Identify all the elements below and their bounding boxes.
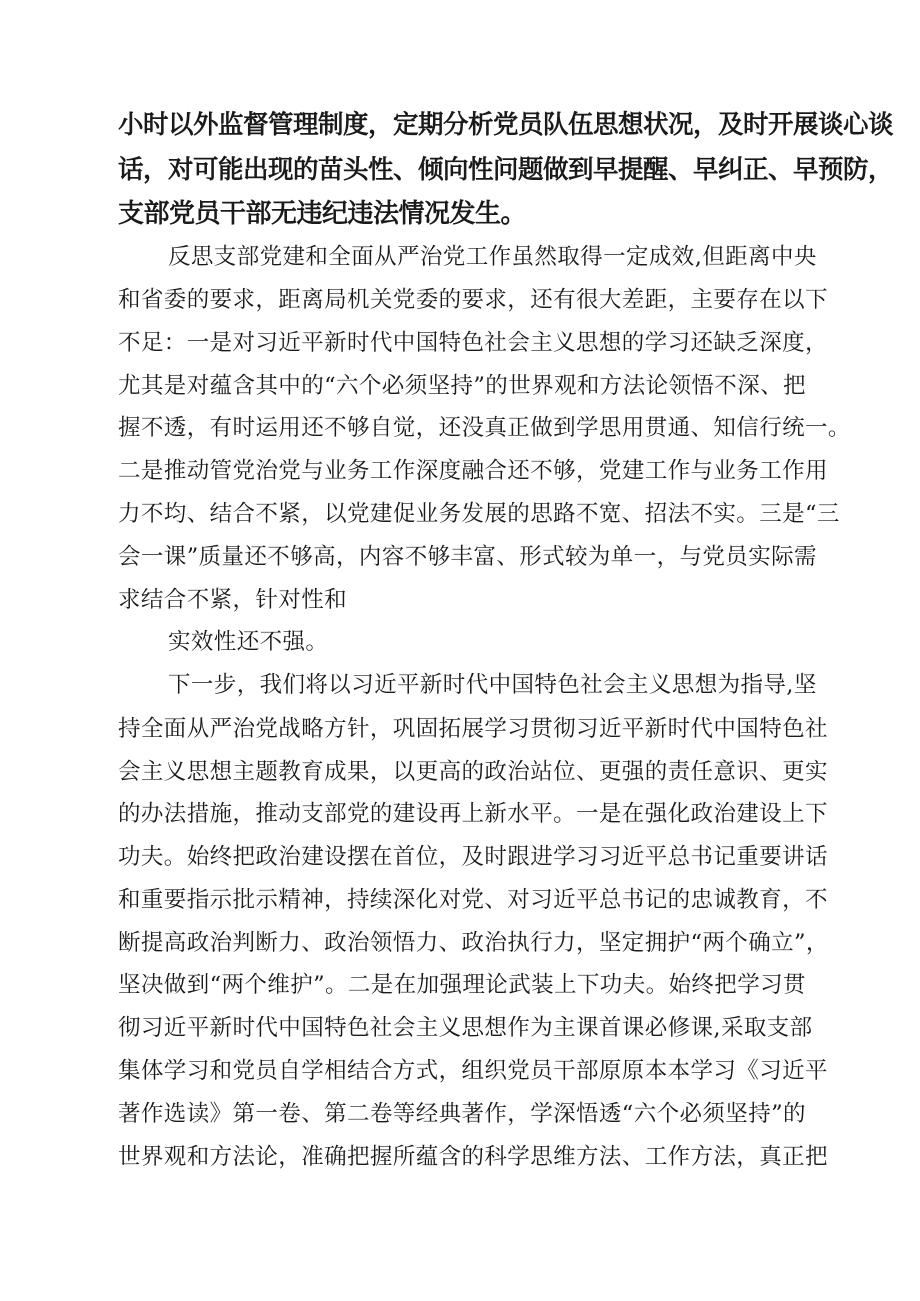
paragraph-3-line-11: 著作选读》第一卷、第二卷等经典著作，学深悟透“六个必须坚持”的 [118, 1101, 806, 1127]
bold-paragraph-line-2: 话，对可能出现的苗头性、倾向性问题做到早提醒、早纠正、早预防， [118, 155, 894, 185]
paragraph-3-line-8: 坚决做到“两个维护”。二是在加强理论武装上下功夫。始终把学习贯 [118, 972, 806, 998]
paragraph-3-line-2: 持全面从严治党战略方针，巩固拓展学习贯彻习近平新时代中国特色社 [118, 716, 828, 742]
paragraph-3-line-7: 断提高政治判断力、政治领悟力、政治执行力，坚定拥护“两个确立”， [118, 930, 829, 956]
bold-paragraph-line-1: 小时以外监督管理制度，定期分析党员队伍思想状况，及时开展谈心谈 [118, 110, 894, 140]
paragraph-2-line-2: 和省委的要求，距离局机关党委的要求，还有很大差距，主要存在以下 [118, 287, 828, 313]
paragraph-3-line-9: 彻习近平新时代中国特色社会主义思想作为主课首课必修课,采取支部 [118, 1015, 813, 1041]
paragraph-2-line-9: 求结合不紧，针对性和 [118, 587, 348, 613]
paragraph-2-line-1: 反思支部党建和全面从严治党工作虽然取得一定成效,但距离中央 [168, 244, 817, 270]
paragraph-3-line-10: 集体学习和党员自学相结合方式，组织党员干部原原本本学习《习近平 [118, 1058, 828, 1084]
paragraph-2-line-5: 握不透，有时运用还不够自觉，还没真正做到学思用贯通、知信行统一。 [118, 415, 851, 441]
paragraph-3-line-3: 会主义思想主题教育成果，以更高的政治站位、更强的责任意识、更实 [118, 759, 828, 785]
paragraph-2-line-3: 不足：一是对习近平新时代中国特色社会主义思想的学习还缺乏深度， [118, 330, 828, 356]
paragraph-2-line-6: 二是推动管党治党与业务工作深度融合还不够，党建工作与业务工作用 [118, 458, 828, 484]
paragraph-2-line-8: 会一课”质量还不够高，内容不够丰富、形式较为单一，与党员实际需 [118, 544, 817, 570]
paragraph-2-line-10: 实效性还不强。 [168, 629, 329, 655]
paragraph-3-line-12: 世界观和方法论，准确把握所蕴含的科学思维方法、工作方法，真正把 [118, 1144, 828, 1170]
paragraph-2-line-7: 力不均、结合不紧，以党建促业务发展的思路不宽、招法不实。三是“三 [118, 501, 840, 527]
paragraph-3-line-5: 功夫。始终把政治建设摆在首位，及时跟进学习习近平总书记重要讲话 [118, 844, 828, 870]
bold-paragraph-line-3: 支部党员干部无违纪违法情况发生。 [118, 199, 527, 229]
paragraph-3-line-1: 下一步，我们将以习近平新时代中国特色社会主义思想为指导,坚 [168, 672, 817, 698]
paragraph-2-line-4: 尤其是对蕴含其中的“六个必须坚持”的世界观和方法论领悟不深、把 [118, 373, 806, 399]
paragraph-3-line-4: 的办法措施，推动支部党的建设再上新水平。一是在强化政治建设上下 [118, 801, 828, 827]
paragraph-3-line-6: 和重要指示批示精神，持续深化对党、对习近平总书记的忠诚教育，不 [118, 887, 828, 913]
